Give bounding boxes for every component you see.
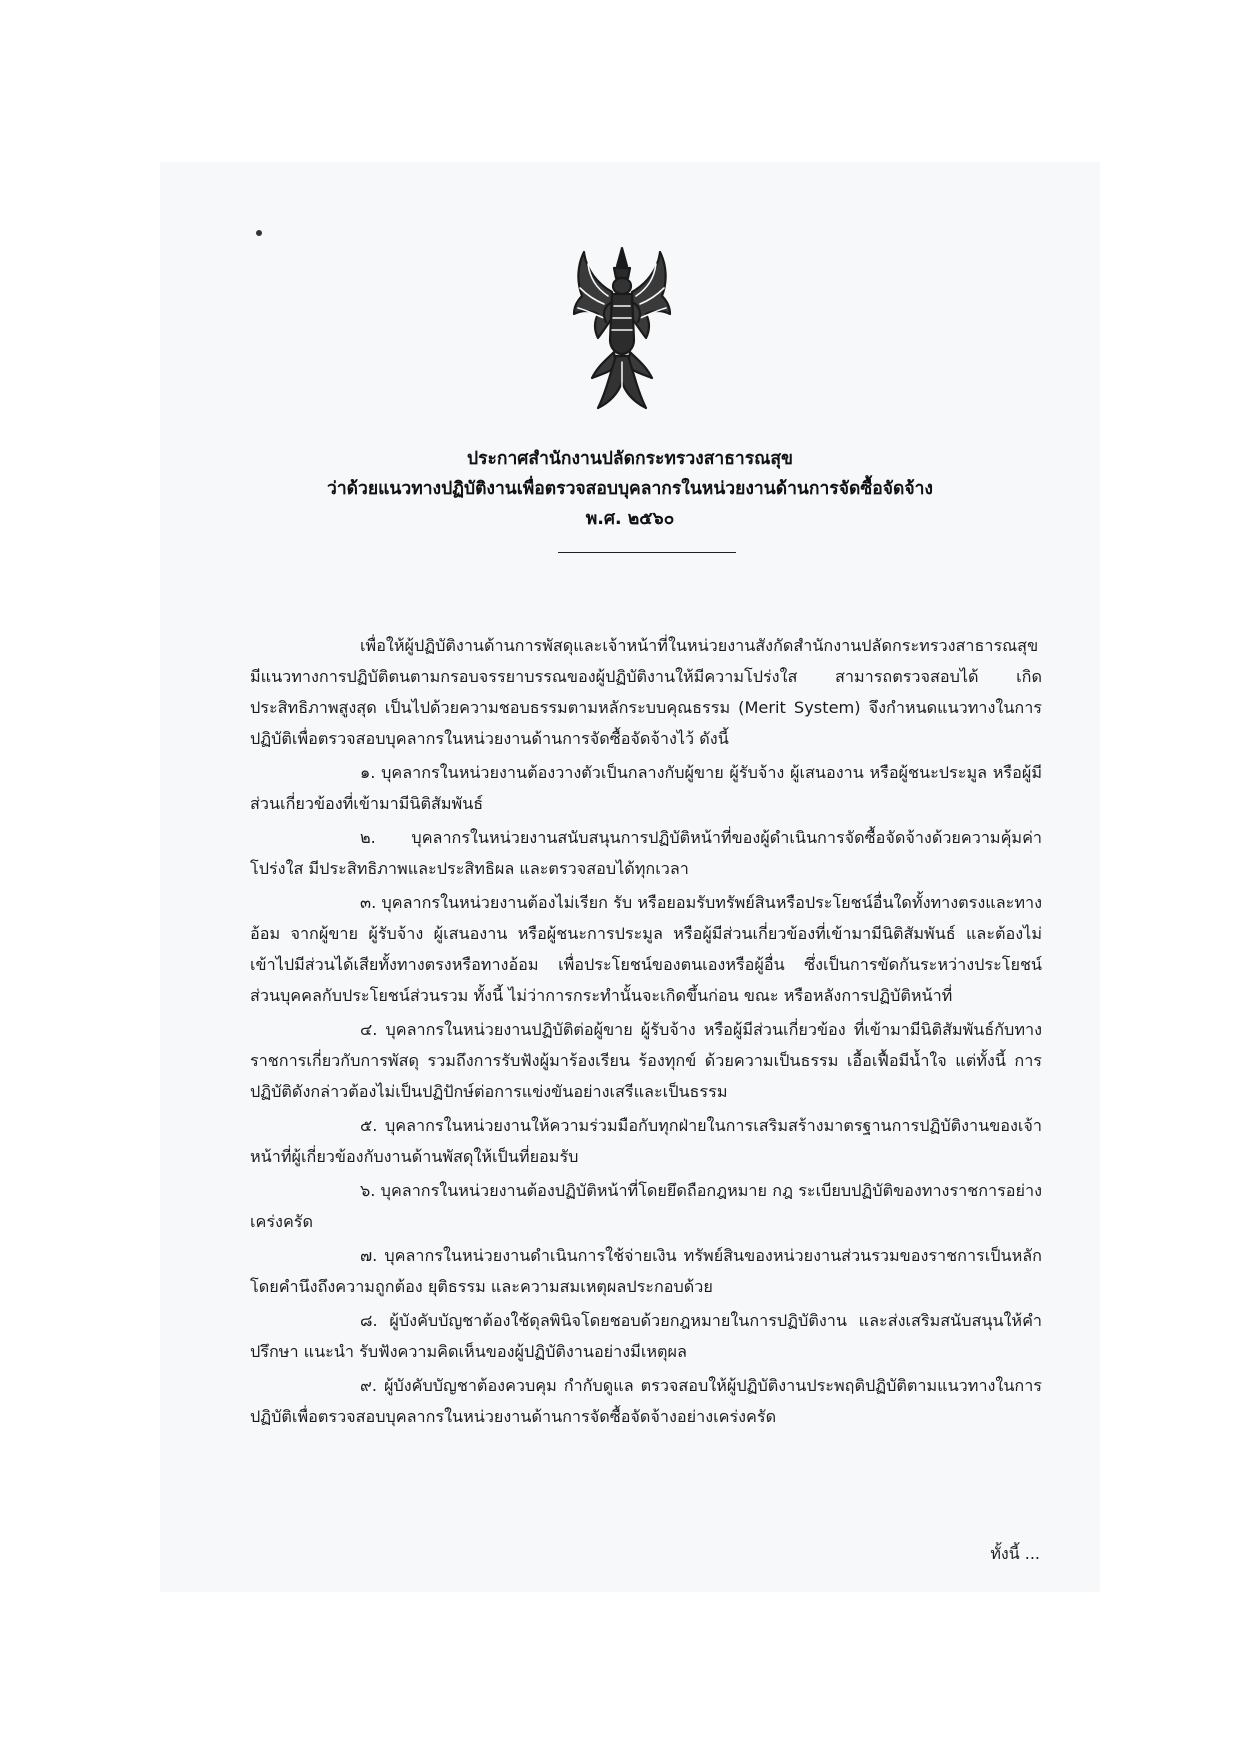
announcement-title xyxy=(160,444,1100,534)
item-paragraph: ๔. บุคลากรในหน่วยงานปฏิบัติต่อผู้ขาย ผู้รับจ้าง หรือผู้มีส่วนเกี่ยวข้อง ที่เข้ามามีนิติสัมพันธ์กับทางราชการเกี่ยวกับการพัสดุ รวมถึงการรับฟังผู้มาร้องเรียน ร้องทุกข์ ด้วยความเป็นธรรม เอื้อเฟื้อมีน้ำใจ แต่ทั้งนี้ การปฏิบัติดังกล่าวต้องไม่เป็นปฏิปักษ์ต่อการแข่งขันอย่างเสรีและเป็นธรรม xyxy=(250,1020,1042,1101)
item-paragraph: ๓. บุคลากรในหน่วยงานต้องไม่เรียก รับ หรือยอมรับทรัพย์สินหรือประโยชน์อื่นใดทั้งทางตรงและทางอ้อม จากผู้ขาย ผู้รับจ้าง ผู้เสนองาน หรือผู้ชนะการประมูล หรือผู้มีส่วนเกี่ยวข้องที่เข้ามามีนิติสัมพันธ์ และต้องไม่เข้าไปมีส่วนได้เสียทั้งทางตรงหรือทางอ้อม เพื่อประโยชน์ของตนเองหรือผู้อื่น ซึ่งเป็นการขัดกันระหว่างประโยชน์ส่วนบุคคลกับประโยชน์ส่วนรวม ทั้งนี้ ไม่ว่าการกระทำนั้นจะเกิดขึ้นก่อน ขณะ หรือหลังการปฏิบัติหน้าที่ xyxy=(250,893,1042,1005)
garuda-emblem-icon xyxy=(568,244,676,414)
title-line-1: ประกาศสำนักงานปลัดกระทรวงสาธารณสุข xyxy=(466,449,794,469)
item-paragraph: ๖. บุคลากรในหน่วยงานต้องปฏิบัติหน้าที่โดยยึดถือกฎหมาย กฎ ระเบียบปฏิบัติของทางราชการอย่างเคร่งครัด xyxy=(250,1181,1042,1231)
item-paragraph: ๑. บุคลากรในหน่วยงานต้องวางตัวเป็นกลางกับผู้ขาย ผู้รับจ้าง ผู้เสนองาน หรือผู้ชนะประมูล หรือผู้มีส่วนเกี่ยวข้องที่เข้ามามีนิติสัมพันธ์ xyxy=(250,763,1042,813)
item-paragraph: ๘. ผู้บังคับบัญชาต้องใช้ดุลพินิจโดยชอบด้วยกฎหมายในการปฏิบัติงาน และส่งเสริมสนับสนุนให้คำปรึกษา แนะนำ รับฟังความคิดเห็นของผู้ปฏิบัติงานอย่างมีเหตุผล xyxy=(250,1311,1042,1361)
intro-paragraph: เพื่อให้ผู้ปฏิบัติงานด้านการพัสดุและเจ้าหน้าที่ในหน่วยงานสังกัดสำนักงานปลัดกระทรวงสาธารณสุข มีแนวทางการปฏิบัติตนตามกรอบจรรยาบรรณของผู้ปฏิบัติงานให้มีความโปร่งใส สามารถตรวจสอบได้ เกิดประสิทธิภาพสูงสุด เป็นไปด้วยความชอบธรรมตามหลักระบบคุณธรรม (Merit System) จึงกำหนดแนวทางในการปฏิบัติเพื่อตรวจสอบบุคลากรในหน่วยงานด้านการจัดซื้อจัดจ้างไว้ ดังนี้ xyxy=(250,636,1042,748)
item-paragraph: ๕. บุคลากรในหน่วยงานให้ความร่วมมือกับทุกฝ่ายในการเสริมสร้างมาตรฐานการปฏิบัติงานของเจ้าหน้าที่ผู้เกี่ยวข้องกับงานด้านพัสดุให้เป็นที่ยอมรับ xyxy=(250,1116,1042,1166)
item-paragraph: ๙. ผู้บังคับบัญชาต้องควบคุม กำกับดูแล ตรวจสอบให้ผู้ปฏิบัติงานประพฤติปฏิบัติตามแนวทางในการปฏิบัติเพื่อตรวจสอบบุคลากรในหน่วยงานด้านการจัดซื้อจัดจ้างอย่างเคร่งครัด xyxy=(250,1376,1042,1426)
item-paragraph: ๒. บุคลากรในหน่วยงานสนับสนุนการปฏิบัติหน้าที่ของผู้ดำเนินการจัดซื้อจัดจ้างด้วยความคุ้มค่า โปร่งใส มีประสิทธิภาพและประสิทธิผล และตรวจสอบได้ทุกเวลา xyxy=(250,828,1042,878)
scan-speck xyxy=(256,230,262,236)
title-divider xyxy=(558,552,736,553)
item-paragraph: ๗. บุคลากรในหน่วยงานดำเนินการใช้จ่ายเงิน ทรัพย์สินของหน่วยงานส่วนรวมของราชการเป็นหลัก โดยคำนึงถึงความถูกต้อง ยุติธรรม และความสมเหตุผลประกอบด้วย xyxy=(250,1246,1042,1296)
title-line-3: พ.ศ. ๒๕๖๐ xyxy=(585,509,675,529)
title-line-2: ว่าด้วยแนวทางปฏิบัติงานเพื่อตรวจสอบบุคลากรในหน่วยงานด้านการจัดซื้อจัดจ้าง xyxy=(327,479,933,499)
announcement-body xyxy=(250,630,1042,1435)
continuation-marker: ทั้งนี้ ... xyxy=(990,1544,1040,1563)
